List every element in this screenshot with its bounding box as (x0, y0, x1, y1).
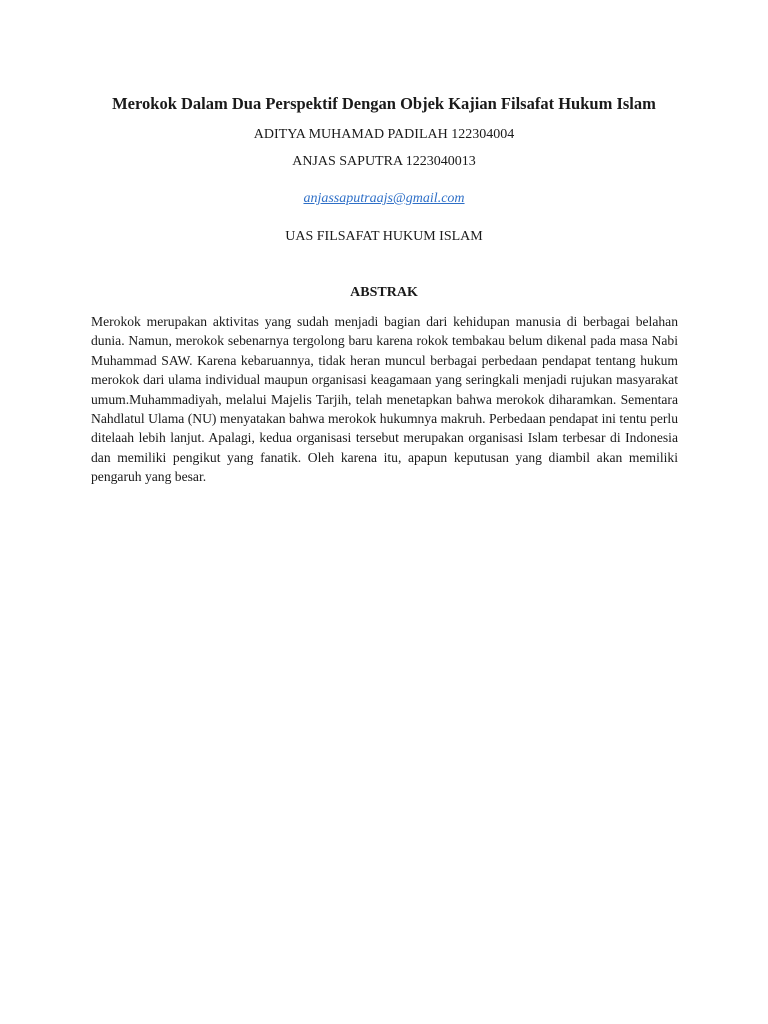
email-line (0, 190, 768, 208)
course-label: UAS FILSAFAT HUKUM ISLAM (285, 229, 483, 244)
paper-title: Merokok Dalam Dua Perspektif Dengan Objek Kajian Filsafat Hukum Islam (112, 94, 656, 113)
author-line-2: ANJAS SAPUTRA 1223040013 (292, 154, 476, 169)
author-line-1: ADITYA MUHAMAD PADILAH 122304004 (253, 127, 515, 142)
email-link[interactable]: anjassaputraajs@gmail.com (303, 191, 465, 206)
abstract-body: Merokok merupakan aktivitas yang sudah menjadi bagian dari kehidupan manusia di berbagai belahan dunia. Namun, merokok sebenarnya tergolong baru karena rokok tembakau belum dikenal pada masa Nabi Muhammad SAW. Karena kebaruannya, tidak heran muncul berbagai perbedaan pendapat tentang hukum merokok dari ulama individual maupun organisasi keagamaan yang seringkali menjadi rujukan masyarakat umum.Muhammadiyah, melalui Majelis Tarjih, telah menetapkan bahwa merokok diharamkan. Sementara Nahdlatul Ulama (NU) menyatakan bahwa merokok hukumnya makruh. Perbedaan pendapat ini tentu perlu ditelaah lebih lanjut. Apalagi, kedua organisasi tersebut merupakan organisasi Islam terbesar di Indonesia dan memiliki pengikut yang fanatik. Oleh karena itu, apapun keputusan yang diambil akan memiliki pengaruh yang besar. (91, 314, 678, 485)
abstract-heading: ABSTRAK (350, 285, 418, 300)
